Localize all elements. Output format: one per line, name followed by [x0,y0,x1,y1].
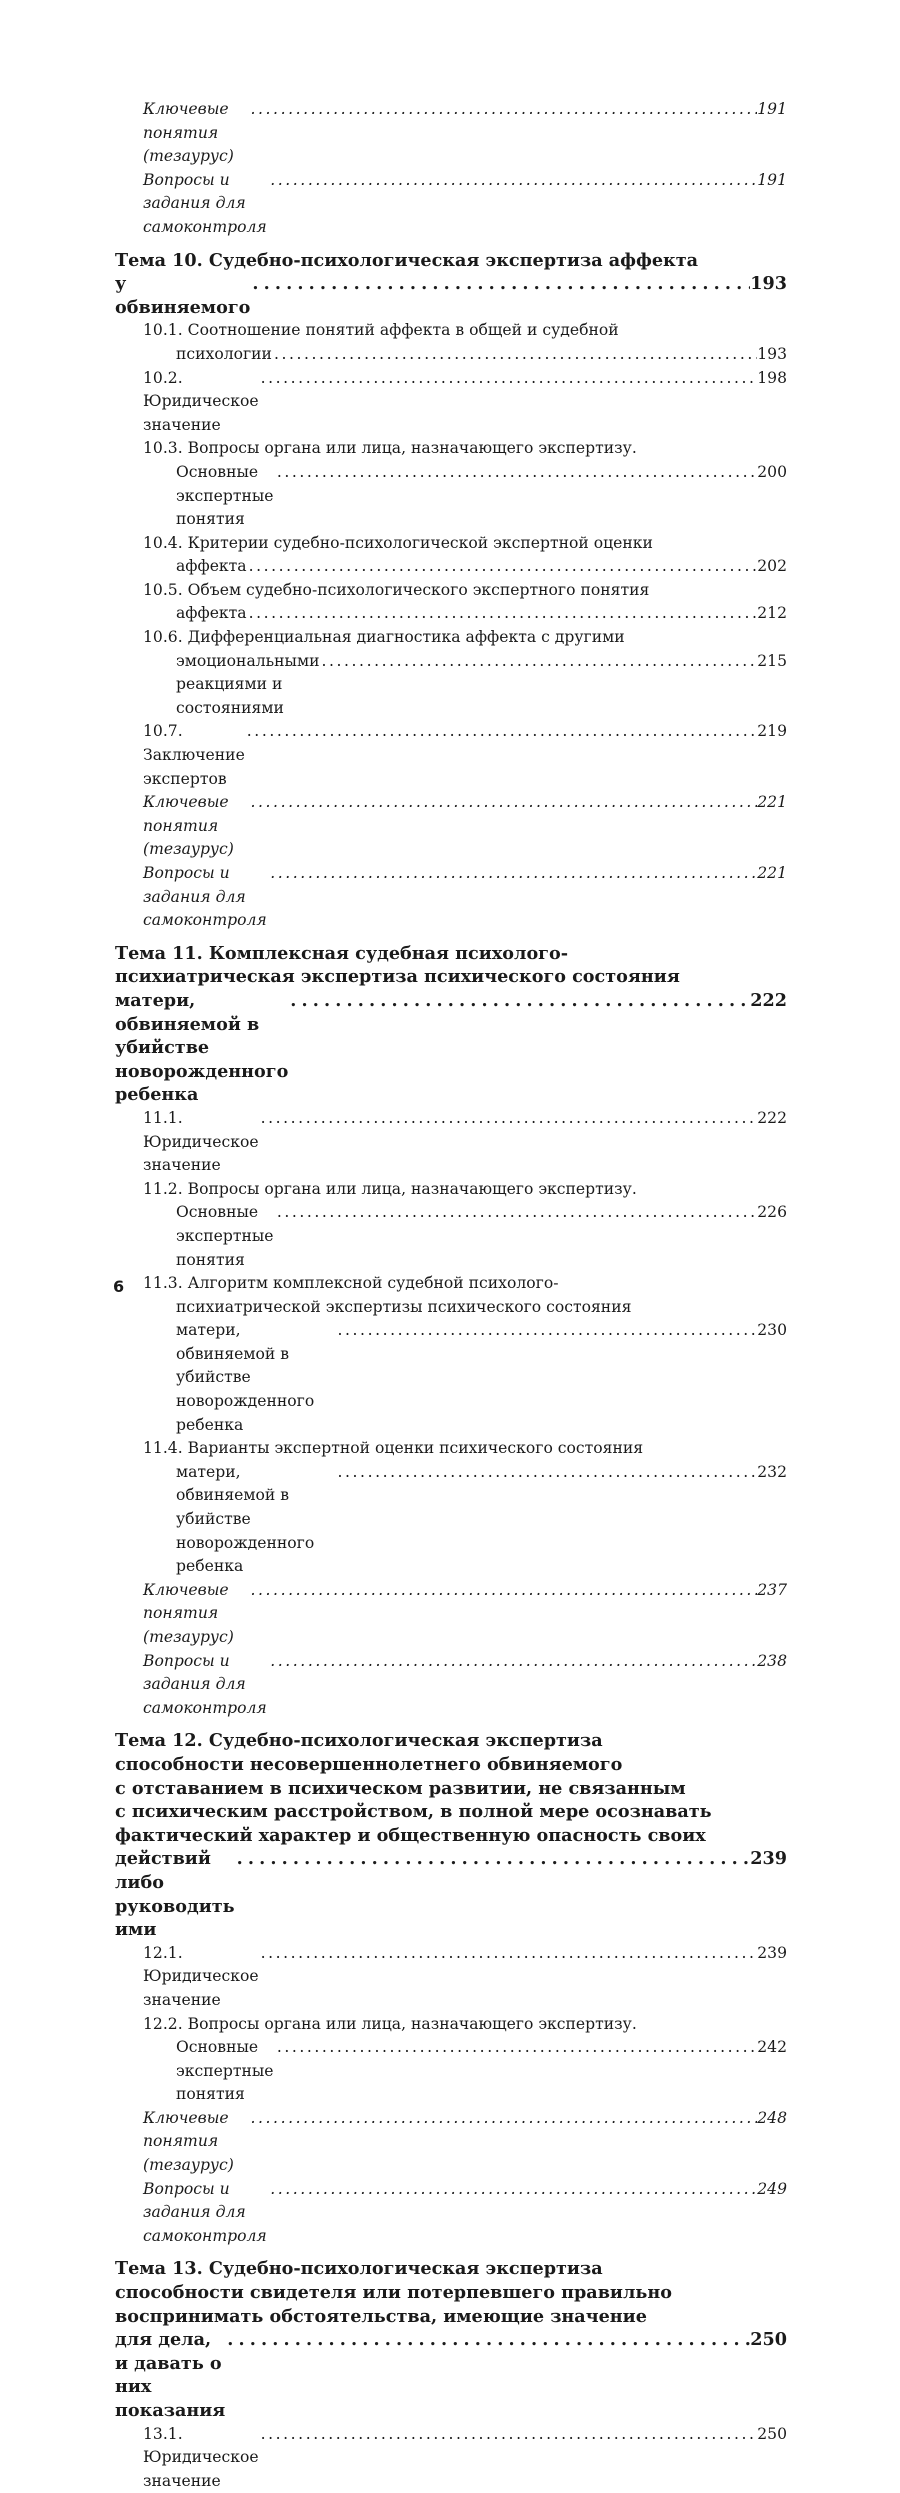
dot-leader [319,650,757,674]
entry-line [115,98,787,169]
entry-line [115,602,787,626]
entry-title-line: Тема 10. Судебно-психологическая экспертиза аффекта [115,249,699,271]
entry-line [115,720,787,791]
page-ref: 230 [757,1321,787,1340]
dot-leader [268,1650,757,1674]
entry-line [115,2178,787,2249]
dot-leader [259,1107,758,1131]
page-ref: 250 [757,2424,787,2443]
entry-title-line: психологии [176,344,272,363]
dot-leader [272,343,757,367]
entry-line [115,1847,787,1941]
entry-title: Ключевые понятия (тезаурус) [143,100,234,166]
section-entry[interactable] [115,1437,787,1579]
dot-leader [268,169,757,193]
page-ref: 193 [757,344,787,363]
entry-title-line: 10.1. Соотношение понятий аффекта в общей и судебной [143,321,619,340]
page-ref: 238 [757,1651,787,1670]
entry-title-line: психиатрической экспертизы психического состояния [176,1297,632,1316]
entry-title: Вопросы и задания для самоконтроля [143,2179,267,2245]
entry-title-line: 10.7. Заключение экспертов [143,722,245,788]
table-of-contents [115,98,787,2493]
dot-leader [268,862,757,886]
entry-line [115,1650,787,1721]
entry-title: Вопросы и задания для самоконтроля [143,864,267,930]
entry-line [115,1942,787,2013]
entry-title-line: способности свидетеля или потерпевшего правильно [115,2282,672,2304]
entry-line [115,461,787,532]
entry-title-line: 12.1. Юридическое значение [143,1943,259,2009]
entry-line [115,1201,787,1272]
section-entry[interactable] [115,1942,787,2013]
toc-item[interactable] [115,1650,787,1721]
section-entry[interactable] [115,2013,787,2107]
toc-item[interactable] [115,791,787,862]
entry-line [115,1107,787,1178]
entry-title-line: для дела, и давать о них показания [115,2329,226,2421]
toc-item[interactable] [115,2107,787,2178]
entry-title-line: Тема 12. Судебно-психологическая экспертиза [115,1730,603,1752]
entry-title-line: Тема 13. Судебно-психологическая экспертиза [115,2258,603,2280]
entry-title-line: 11.3. Алгоритм комплексной судебной психолого- [143,1274,559,1293]
chapter-entry[interactable] [115,2257,787,2422]
entry-title-line: 11.4. Варианты экспертной оценки психического состояния [143,1439,644,1458]
section-entry[interactable] [115,319,787,366]
page-ref: 191 [757,170,787,189]
page-ref: 212 [757,604,787,623]
entry-title-line: 13.1. Юридическое значение [143,2424,259,2490]
entry-title-line: 11.2. Вопросы органа или лица, назначающего экспертизу. [143,1179,637,1198]
dot-leader [288,989,750,1013]
toc-item[interactable] [115,1579,787,1650]
dot-leader [225,2328,750,2352]
entry-title-line: 10.4. Критерии судебно-психологической экспертной оценки [143,533,653,552]
dot-leader [245,720,757,744]
entry-title-line: 12.2. Вопросы органа или лица, назначающего экспертизу. [143,2014,637,2033]
entry-line [115,791,787,862]
dot-leader [249,791,758,815]
dot-leader [247,602,758,626]
page-ref: 221 [757,793,787,812]
dot-leader [249,1579,758,1603]
dot-leader [268,2178,757,2202]
page-ref: 191 [757,100,787,118]
dot-leader [259,367,758,391]
section-entry[interactable] [115,1107,787,1178]
page-ref: 221 [757,864,787,882]
section-entry[interactable] [115,1272,787,1437]
dot-leader [259,1942,758,1966]
entry-title-line: эмоциональными реакциями и состояниями [176,651,320,717]
entry-title-line: 10.2. Юридическое значение [143,368,259,434]
entry-title-line: 10.5. Объем судебно-психологического экспертного понятия [143,580,650,599]
entry-line [115,989,787,1107]
page-number: 6 [113,1277,125,1296]
section-entry[interactable] [115,367,787,438]
entry-title: Ключевые понятия (тезаурус) [143,793,234,859]
entry-title-line: фактический характер и общественную опасность своих [115,1824,706,1846]
entry-line [115,2036,787,2107]
dot-leader [336,1461,758,1485]
dot-leader [275,461,757,485]
page-ref: 239 [750,1848,787,1870]
chapter-entry[interactable] [115,1729,787,1941]
entry-line [115,169,787,240]
page-ref: 237 [757,1580,787,1599]
entry-title-line: психиатрическая экспертиза психического состояния [115,966,680,988]
entry-title-line: аффекта [176,557,247,576]
entry-line [115,862,787,933]
section-entry[interactable] [115,1178,787,1272]
entry-title-line: способности несовершеннолетнего обвиняемого [115,1753,623,1775]
entry-title-line: 10.6. Дифференциальная диагностика аффекта с другими [143,628,625,647]
entry-title-line: Основные экспертные понятия [176,2038,274,2104]
entry-title: Вопросы и задания для самоконтроля [143,170,267,236]
page-ref: 202 [757,557,787,576]
section-entry[interactable] [115,2423,787,2493]
dot-leader [235,1847,751,1871]
page-ref: 215 [757,651,787,670]
dot-leader [247,555,758,579]
dot-leader [259,2423,758,2447]
dot-leader [249,98,758,122]
entry-title-line: с психическим расстройством, в полной мере осознавать [115,1801,712,1823]
toc-item[interactable] [115,2178,787,2249]
page-ref: 198 [757,368,787,387]
entry-title-line: Основные экспертные понятия [176,1203,274,1269]
page-ref: 219 [757,722,787,741]
toc-item[interactable] [115,862,787,933]
entry-line [115,1319,787,1437]
section-entry[interactable] [115,720,787,791]
entry-title-line: матери, обвиняемой в убийстве новорожденного ребенка [115,989,289,1106]
chapter-entry[interactable] [115,249,787,320]
section-entry[interactable] [115,579,787,626]
dot-leader [275,1201,757,1225]
entry-line [115,1461,787,1579]
entry-line [115,343,787,367]
page-ref: 250 [750,2329,787,2351]
dot-leader [249,2107,758,2131]
entry-line [115,2328,787,2422]
entry-title-line: у обвиняемого [115,273,251,318]
dot-leader [336,1319,758,1343]
entry-title: Вопросы и задания для самоконтроля [143,1651,267,1717]
chapter-entry[interactable] [115,942,787,1107]
page-ref: 242 [757,2038,787,2057]
dot-leader [275,2036,757,2060]
section-entry[interactable] [115,626,787,720]
page-ref: 232 [757,1462,787,1481]
page-ref: 248 [757,2108,787,2127]
entry-line [115,272,787,319]
entry-title: Ключевые понятия (тезаурус) [143,1580,234,1646]
entry-title: Ключевые понятия (тезаурус) [143,2108,234,2175]
entry-line [115,650,787,721]
page-ref: 249 [757,2179,787,2198]
page-ref: 193 [750,273,787,295]
page-ref: 239 [757,1943,787,1962]
entry-line [115,2423,787,2493]
entry-title-line: с отставанием в психическом развитии, не связанным [115,1777,686,1799]
entry-title-line: воспринимать обстоятельства, имеющие значение [115,2305,647,2327]
toc-item[interactable] [115,169,787,240]
toc-item[interactable] [115,98,787,169]
page-ref: 226 [757,1203,787,1222]
entry-line [115,555,787,579]
entry-title-line: Основные экспертные понятия [176,462,274,529]
section-entry[interactable] [115,437,787,531]
dot-leader [250,272,750,296]
entry-title-line: матери, обвиняемой в убийстве новорожденного ребенка [176,1321,315,1434]
section-entry[interactable] [115,532,787,579]
entry-title-line: Тема 11. Комплексная судебная психолого- [115,942,568,964]
entry-title-line: матери, обвиняемой в убийстве новорожденного ребенка [176,1462,315,1576]
entry-title-line: 11.1. Юридическое значение [143,1108,259,1175]
entry-line [115,1579,787,1650]
entry-title-line: действий либо руководить ими [115,1848,235,1941]
page-ref: 200 [757,462,787,481]
entry-title-line: 10.3. Вопросы органа или лица, назначающего экспертизу. [143,439,637,458]
entry-line [115,367,787,438]
entry-title-line: аффекта [176,604,247,623]
page-ref: 222 [757,1108,787,1127]
entry-line [115,2107,787,2178]
page-ref: 222 [750,989,787,1011]
